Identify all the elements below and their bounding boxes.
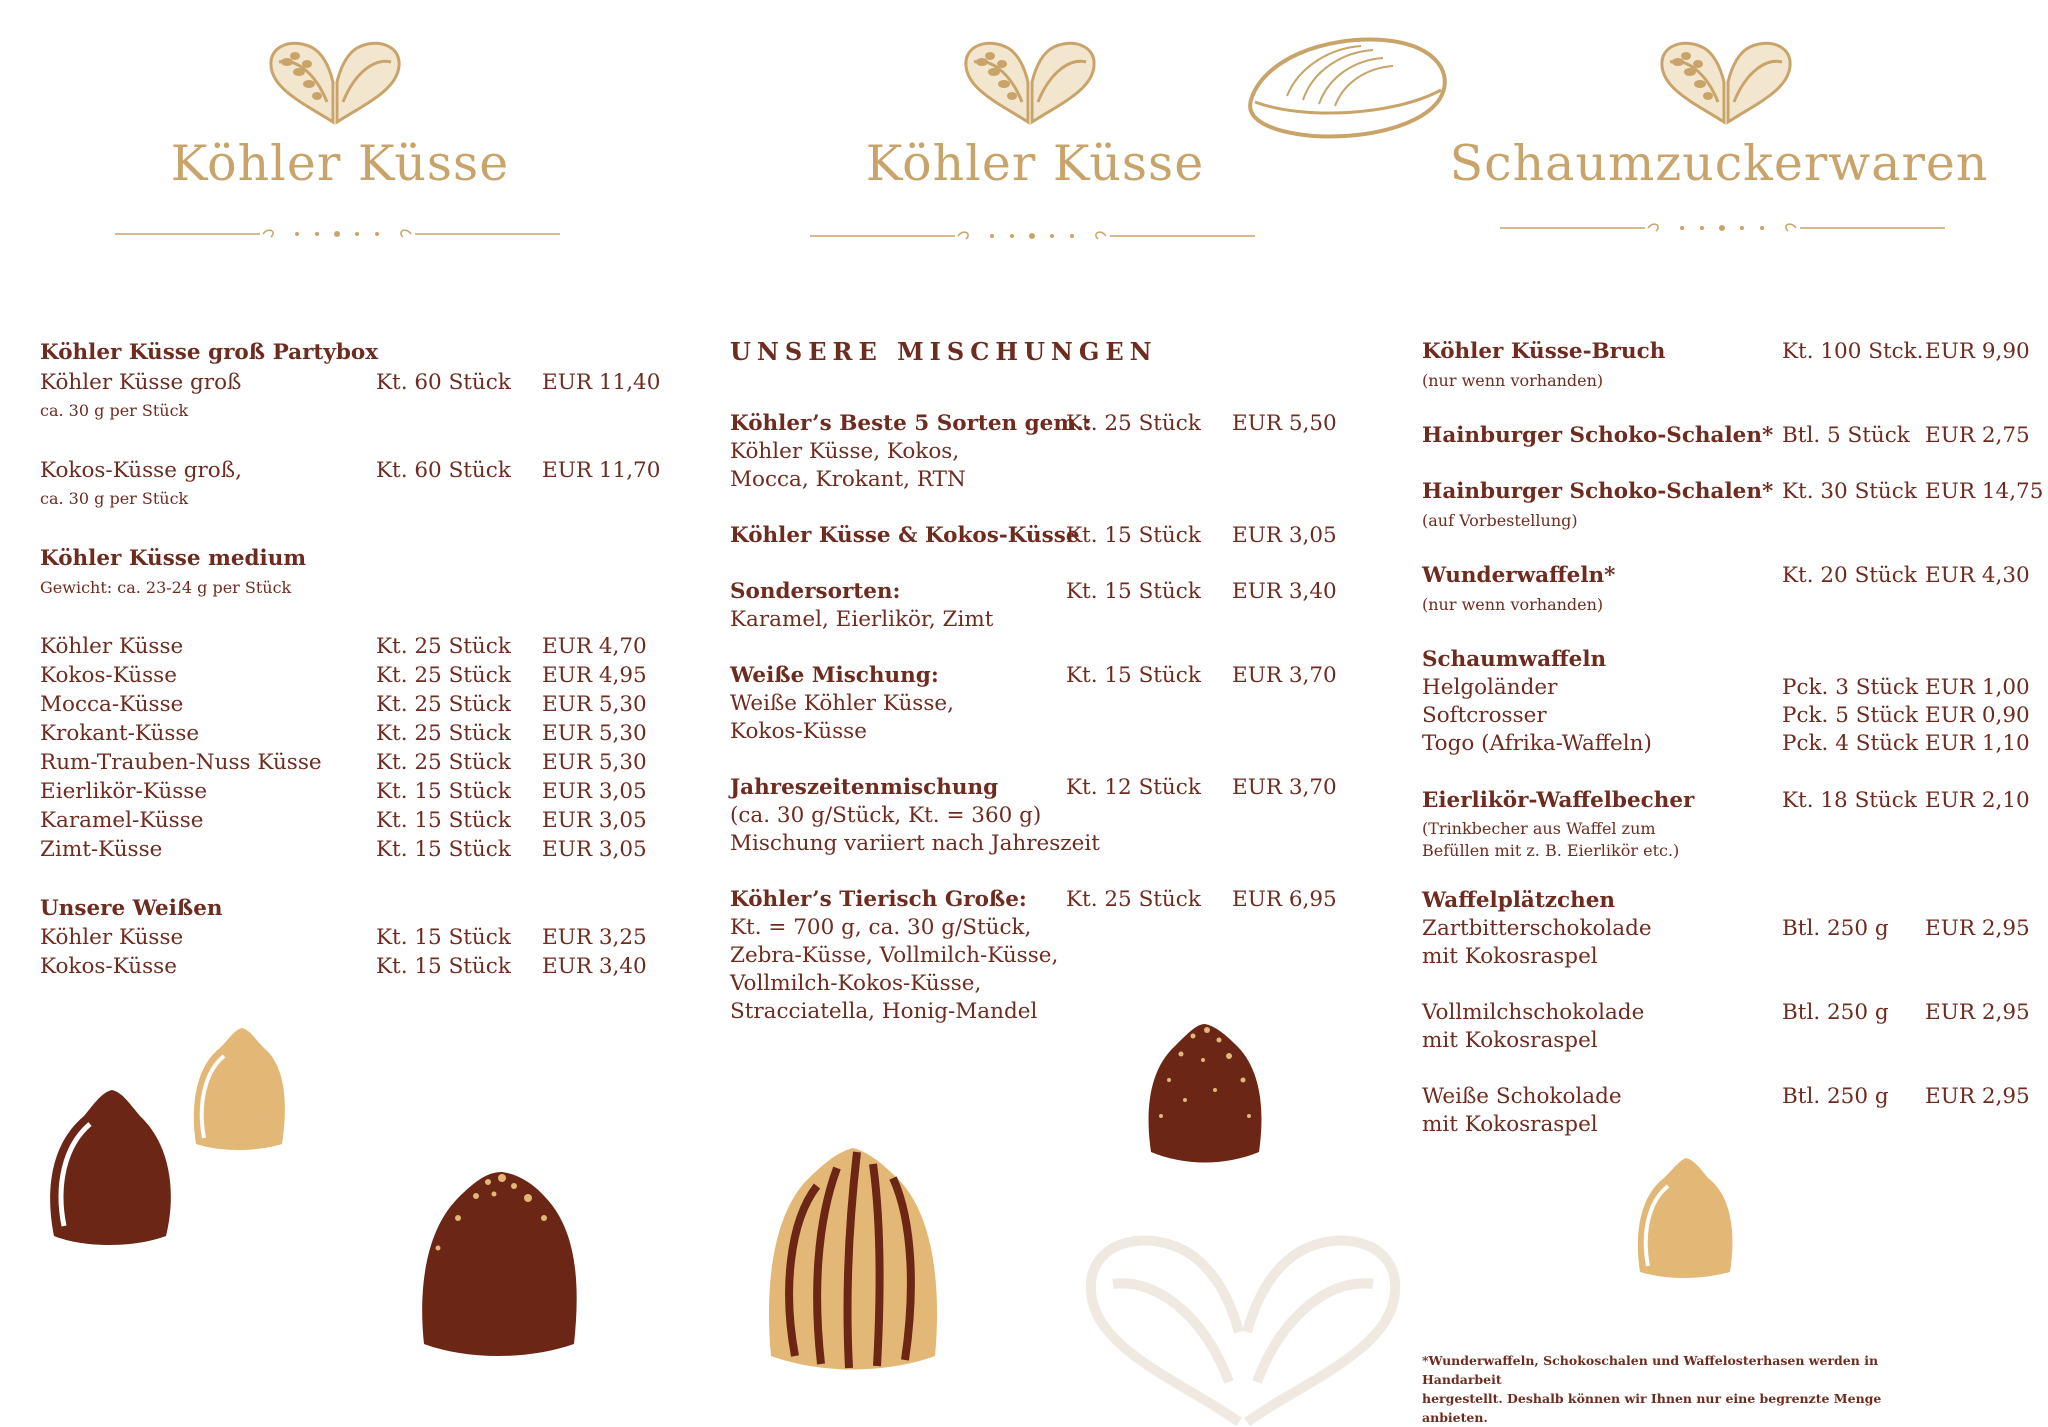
item-desc: Mischung variiert nach Jahreszeit xyxy=(730,831,1100,856)
item-name: Köhler Küsse xyxy=(40,634,184,659)
item-qty: Kt. 12 Stück xyxy=(1066,775,1201,800)
item-name: Hainburger Schoko-Schalen* xyxy=(1422,423,1774,448)
subitem-qty: Btl. 250 g xyxy=(1782,1084,1889,1109)
subitem-name: Togo (Afrika-Waffeln) xyxy=(1422,731,1652,756)
column-title: Köhler Küsse xyxy=(865,135,1205,192)
item-qty: Kt. 25 Stück xyxy=(376,750,511,775)
item-name: Hainburger Schoko-Schalen* xyxy=(1422,479,1774,504)
item-price: EUR 3,25 xyxy=(542,925,647,950)
item-name: Kokos-Küsse xyxy=(40,954,177,979)
item-name: Weiße Mischung: xyxy=(730,663,939,688)
item-price: EUR 3,05 xyxy=(1232,523,1337,548)
item-note: (nur wenn vorhanden) xyxy=(1422,371,1604,390)
item-desc: Köhler Küsse, Kokos, xyxy=(730,439,960,464)
item-note: ca. 30 g per Stück xyxy=(40,401,189,420)
item-name: Sondersorten: xyxy=(730,579,901,604)
item-qty: Kt. 100 Stck. xyxy=(1782,339,1924,364)
section-heading: Köhler Küsse groß Partybox xyxy=(40,340,379,365)
subitem-name-line2: mit Kokosraspel xyxy=(1422,1028,1598,1053)
subitem-qty: Pck. 5 Stück xyxy=(1782,703,1919,728)
item-qty: Kt. 15 Stück xyxy=(376,779,511,804)
item-price: EUR 5,30 xyxy=(542,721,647,746)
item-name: Waffelplätzchen xyxy=(1422,888,1616,913)
item-qty: Kt. 25 Stück xyxy=(376,634,511,659)
item-name: Köhler Küsse xyxy=(40,925,184,950)
column-title: Köhler Küsse xyxy=(170,135,510,192)
item-price: EUR 4,70 xyxy=(542,634,647,659)
item-name: Wunderwaffeln* xyxy=(1422,563,1616,588)
item-name: Zimt-Küsse xyxy=(40,837,163,862)
crunchy-chocolate-kiss-illustration xyxy=(418,1168,580,1364)
item-desc: Kt. = 700 g, ca. 30 g/Stück, xyxy=(730,915,1032,940)
footnote-line: *Wunderwaffeln, Schokoschalen und Waffelosterhasen werden in Handarbeit xyxy=(1422,1353,1879,1387)
item-name: Kokos-Küsse groß, xyxy=(40,458,242,483)
subitem-name: Softcrosser xyxy=(1422,703,1547,728)
item-qty: Kt. 20 Stück xyxy=(1782,563,1917,588)
item-qty: Kt. 25 Stück xyxy=(376,663,511,688)
item-qty: Kt. 15 Stück xyxy=(1066,663,1201,688)
cocoa-heart-watermark-icon xyxy=(1083,1222,1403,1426)
item-price: EUR 5,50 xyxy=(1232,411,1337,436)
item-price: EUR 3,05 xyxy=(542,779,647,804)
subitem-name: Vollmilchschokolade xyxy=(1422,1000,1645,1025)
item-price: EUR 3,40 xyxy=(542,954,647,979)
ornament-divider xyxy=(1500,218,1945,238)
item-price: EUR 3,40 xyxy=(1232,579,1337,604)
item-price: EUR 4,95 xyxy=(542,663,647,688)
item-name: Mocca-Küsse xyxy=(40,692,184,717)
item-desc: Weiße Köhler Küsse, xyxy=(730,691,954,716)
item-name: Eierlikör-Küsse xyxy=(40,779,208,804)
item-name: Köhler Küsse-Bruch xyxy=(1422,339,1666,364)
item-price: EUR 2,10 xyxy=(1925,788,2030,813)
zebra-chocolate-kiss-illustration xyxy=(765,1142,941,1378)
item-desc: Mocca, Krokant, RTN xyxy=(730,467,966,492)
column-title: Schaumzuckerwaren xyxy=(1449,135,1989,192)
item-desc: Stracciatella, Honig-Mandel xyxy=(730,999,1038,1024)
item-desc: (ca. 30 g/Stück, Kt. = 360 g) xyxy=(730,803,1042,828)
item-desc: Kokos-Küsse xyxy=(730,719,867,744)
subitem-qty: Btl. 250 g xyxy=(1782,1000,1889,1025)
item-price: EUR 11,70 xyxy=(542,458,661,483)
subitem-price: EUR 1,00 xyxy=(1925,675,2030,700)
item-desc: Vollmilch-Kokos-Küsse, xyxy=(730,971,982,996)
item-qty: Btl. 5 Stück xyxy=(1782,423,1910,448)
subitem-name-line2: mit Kokosraspel xyxy=(1422,1112,1598,1137)
item-price: EUR 4,30 xyxy=(1925,563,2030,588)
item-qty: Kt. 15 Stück xyxy=(376,808,511,833)
item-qty: Kt. 15 Stück xyxy=(376,954,511,979)
item-name: Karamel-Küsse xyxy=(40,808,204,833)
item-price: EUR 3,05 xyxy=(542,808,647,833)
column-koehler-kuesse xyxy=(0,0,690,1426)
item-price: EUR 3,70 xyxy=(1232,775,1337,800)
item-qty: Kt. 30 Stück xyxy=(1782,479,1917,504)
item-price: EUR 11,40 xyxy=(542,370,661,395)
item-note: (nur wenn vorhanden) xyxy=(1422,595,1604,614)
item-name: Jahreszeitenmischung xyxy=(730,775,999,800)
subitem-name: Zartbitterschokolade xyxy=(1422,916,1652,941)
cocoa-bean-heart-logo-icon xyxy=(960,32,1100,128)
crunchy-chocolate-kiss-illustration xyxy=(1145,1020,1265,1166)
subitem-price: EUR 2,95 xyxy=(1925,916,2030,941)
ornament-divider xyxy=(115,224,560,244)
item-name: Köhler Küsse & Kokos-Küsse xyxy=(730,523,1080,548)
item-note: (auf Vorbestellung) xyxy=(1422,511,1578,530)
section-heading: Köhler Küsse medium xyxy=(40,546,307,571)
section-heading: UNSERE MISCHUNGEN xyxy=(730,337,1158,366)
item-note: ca. 30 g per Stück xyxy=(40,489,189,508)
item-price: EUR 2,75 xyxy=(1925,423,2030,448)
item-qty: Kt. 25 Stück xyxy=(1066,887,1201,912)
column-mischungen xyxy=(695,0,1385,1426)
item-qty: Kt. 25 Stück xyxy=(376,721,511,746)
item-name: Krokant-Küsse xyxy=(40,721,200,746)
subitem-name: Weiße Schokolade xyxy=(1422,1084,1622,1109)
item-qty: Kt. 60 Stück xyxy=(376,370,511,395)
subitem-qty: Pck. 3 Stück xyxy=(1782,675,1919,700)
item-name: Eierlikör-Waffelbecher xyxy=(1422,788,1695,813)
item-price: EUR 5,30 xyxy=(542,692,647,717)
footnote xyxy=(1422,1351,1942,1427)
item-name: Kokos-Küsse xyxy=(40,663,177,688)
item-name: Rum-Trauben-Nuss Küsse xyxy=(40,750,322,775)
item-note: Befüllen mit z. B. Eierlikör etc.) xyxy=(1422,841,1680,860)
item-note: (Trinkbecher aus Waffel zum xyxy=(1422,819,1656,838)
item-qty: Kt. 25 Stück xyxy=(376,692,511,717)
subitem-name-line2: mit Kokosraspel xyxy=(1422,944,1598,969)
item-price: EUR 6,95 xyxy=(1232,887,1337,912)
subitem-name: Helgoländer xyxy=(1422,675,1558,700)
item-desc: Zebra-Küsse, Vollmilch-Küsse, xyxy=(730,943,1059,968)
cocoa-bean-heart-logo-icon xyxy=(265,32,405,128)
section-note: Gewicht: ca. 23-24 g per Stück xyxy=(40,578,292,597)
item-qty: Kt. 60 Stück xyxy=(376,458,511,483)
subitem-price: EUR 2,95 xyxy=(1925,1084,2030,1109)
item-price: EUR 3,05 xyxy=(542,837,647,862)
subitem-price: EUR 0,90 xyxy=(1925,703,2030,728)
subitem-price: EUR 2,95 xyxy=(1925,1000,2030,1025)
subitem-qty: Btl. 250 g xyxy=(1782,916,1889,941)
dark-chocolate-kiss-illustration xyxy=(44,1086,176,1252)
subitem-qty: Pck. 4 Stück xyxy=(1782,731,1919,756)
item-name: Köhler Küsse groß xyxy=(40,370,242,395)
item-price: EUR 5,30 xyxy=(542,750,647,775)
item-qty: Kt. 18 Stück xyxy=(1782,788,1917,813)
item-price: EUR 14,75 xyxy=(1925,479,2044,504)
item-qty: Kt. 15 Stück xyxy=(1066,523,1201,548)
item-name: Köhler’s Tierisch Große: xyxy=(730,887,1027,912)
section-heading: Unsere Weißen xyxy=(40,896,223,921)
footnote-line: hergestellt. Deshalb können wir Ihnen nur eine begrenzte Menge anbieten. xyxy=(1422,1391,1882,1425)
item-price: EUR 9,90 xyxy=(1925,339,2030,364)
white-chocolate-kiss-illustration xyxy=(190,1026,288,1154)
item-qty: Kt. 15 Stück xyxy=(376,837,511,862)
item-name: Schaumwaffeln xyxy=(1422,647,1607,672)
item-qty: Kt. 15 Stück xyxy=(376,925,511,950)
ornament-divider xyxy=(810,226,1255,246)
cocoa-bean-heart-logo-icon xyxy=(1656,32,1796,128)
subitem-price: EUR 1,10 xyxy=(1925,731,2030,756)
item-name: Köhler’s Beste 5 Sorten gem.: xyxy=(730,411,1092,436)
item-price: EUR 3,70 xyxy=(1232,663,1337,688)
white-chocolate-kiss-illustration xyxy=(1634,1156,1736,1282)
column-schaumzuckerwaren xyxy=(1390,0,2048,1426)
item-qty: Kt. 15 Stück xyxy=(1066,579,1201,604)
item-qty: Kt. 25 Stück xyxy=(1066,411,1201,436)
item-desc: Karamel, Eierlikör, Zimt xyxy=(730,607,994,632)
